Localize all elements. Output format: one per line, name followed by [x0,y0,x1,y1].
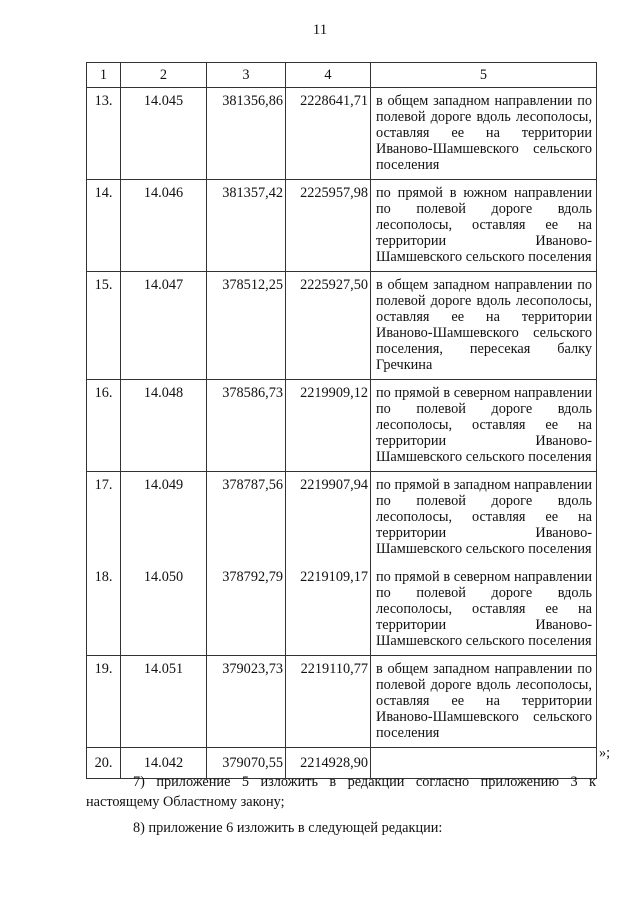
x-coordinate: 378586,73 [207,380,286,472]
y-coordinate: 2219110,77 [286,656,371,748]
x-coordinate: 379070,55 [207,748,286,779]
row-number: 14. [87,180,121,272]
point-id: 14.046 [121,180,207,272]
point-id: 14.045 [121,88,207,180]
column-header: 5 [371,63,597,88]
y-coordinate: 2225957,98 [286,180,371,272]
point-id: 14.047 [121,272,207,380]
x-coordinate-17: 378787,56 [222,477,283,493]
point-id: 14.042 [121,748,207,779]
boundary-description [371,472,597,656]
column-header: 1 [87,63,121,88]
row-number: 20. [87,748,121,779]
table-row [87,272,597,380]
x-coordinate-18: 378792,79 [222,569,283,585]
boundary-description: по прямой в южном направлении по полевой дороге вдоль лесополосы, оставляя ее на территории Иваново-Шамшевского сельского поселения [371,180,597,272]
closing-quote: »; [599,745,611,761]
y-coordinate: 2214928,90 [286,748,371,779]
x-coordinate: 381357,42 [207,180,286,272]
y-coordinate: 2225927,50 [286,272,371,380]
paragraph-item-7: 7) приложение 5 изложить в редакции согласно приложению 3 к настоящему Областному закону; [86,774,596,810]
table-row [87,88,597,180]
row-number: 15. [87,272,121,380]
boundary-description-18: по прямой в северном направлении по полевой дороге вдоль лесополосы, оставляя ее на территории Иваново-Шамшевского сельского поселения [376,569,592,649]
boundary-description: по прямой в северном направлении по полевой дороге вдоль лесополосы, оставляя ее на территории Иваново-Шамшевского сельского поселения [371,380,597,472]
point-id: 14.051 [121,656,207,748]
row-number-17: 17. [94,477,113,493]
boundary-description: в общем западном направлении по полевой дороге вдоль лесополосы, оставляя ее на территории Иваново-Шамшевского сельского поселения, пересекая балку Гречкина [371,272,597,380]
y-coordinate: 2219909,12 [286,380,371,472]
boundary-description: в общем западном направлении по полевой дороге вдоль лесополосы, оставляя ее на территории Иваново-Шамшевского сельского поселения [371,88,597,180]
y-coordinate-17: 2219907,94 [300,477,368,493]
boundary-coordinates-table [86,62,597,779]
y-coordinate [286,472,371,656]
table-row [87,656,597,748]
point-id-17: 14.049 [143,477,184,493]
page-number: 11 [312,22,328,38]
row-number: 19. [87,656,121,748]
point-id: 14.048 [121,380,207,472]
paragraph-item-8: 8) приложение 6 изложить в следующей редакции: [133,820,443,836]
y-coordinate-18: 2219109,17 [300,569,368,585]
x-coordinate: 379023,73 [207,656,286,748]
point-id-18: 14.050 [143,569,184,585]
x-coordinate: 378512,25 [207,272,286,380]
row-number: 13. [87,88,121,180]
row-number [87,472,121,656]
row-number: 16. [87,380,121,472]
y-coordinate: 2228641,71 [286,88,371,180]
table-row [87,472,597,656]
table-header-row [87,63,597,88]
table-row [87,380,597,472]
column-header: 4 [286,63,371,88]
x-coordinate [207,472,286,656]
table-row [87,180,597,272]
point-id [121,472,207,656]
x-coordinate: 381356,86 [207,88,286,180]
column-header: 3 [207,63,286,88]
boundary-description: в общем западном направлении по полевой дороге вдоль лесополосы, оставляя ее на территории Иваново-Шамшевского сельского поселения [371,656,597,748]
row-number-18: 18. [94,569,113,585]
column-header: 2 [121,63,207,88]
boundary-description-17: по прямой в западном направлении по полевой дороге вдоль лесополосы, оставляя ее на территории Иваново-Шамшевского сельского поселения [376,477,592,557]
